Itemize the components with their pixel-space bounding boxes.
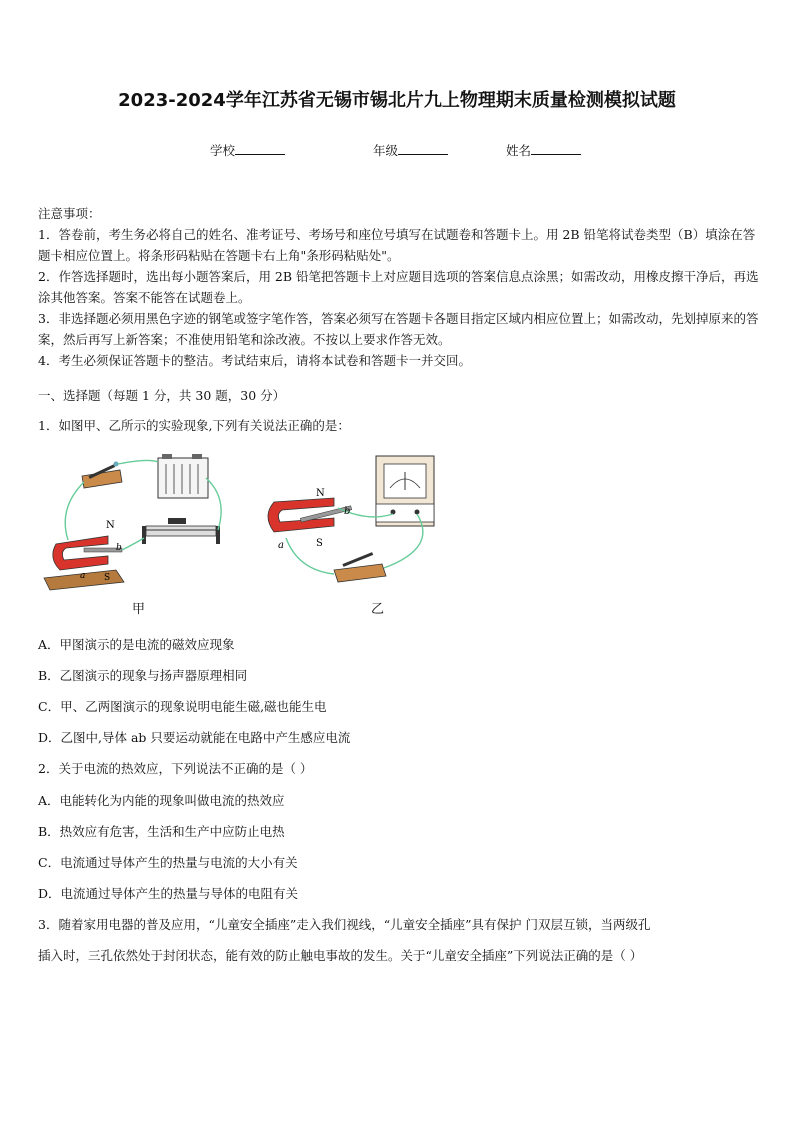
q3-stem-line1: 3．随着家用电器的普及应用，“儿童安全插座”走入我们视线，“儿童安全插座”具有保护 门双层互锁，当两级孔 (38, 917, 651, 932)
label-b-a: b (116, 543, 122, 553)
figure-label-yi: 乙 (371, 602, 385, 617)
name-field[interactable] (506, 141, 581, 159)
q1-option-b[interactable]: B．乙图演示的现象与扬声器原理相同 (38, 668, 248, 683)
switch-b-illustration (334, 552, 386, 582)
section-heading: 一、选择题（每题 1 分，共 30 题，30 分） (38, 388, 286, 403)
grade-label: 年级 (373, 143, 399, 158)
note-item: 2．作答选择题时，选出每小题答案后，用 2B 铅笔把答题卡上对应题目选项的答案信息点涂黑；如需改动，用橡皮擦干净后，再选涂其他答案。答案不能答在试题卷上。 (38, 269, 759, 305)
q1-stem: 1．如图甲、乙所示的实验现象,下列有关说法正确的是： (38, 418, 350, 433)
page-title: 2023-2024学年江苏省无锡市锡北片九上物理期末质量检测模拟试题 (118, 90, 676, 111)
school-field[interactable] (210, 141, 285, 159)
school-blank[interactable] (235, 141, 285, 155)
q1-option-a[interactable]: A．甲图演示的是电流的磁效应现象 (38, 637, 235, 652)
q2-stem: 2．关于电流的热效应，下列说法不正确的是（ ） (38, 761, 313, 776)
label-a-b: a (278, 540, 284, 551)
grade-field[interactable] (373, 141, 448, 159)
q1-option-c[interactable]: C．甲、乙两图演示的现象说明电能生磁,磁也能生电 (38, 699, 327, 714)
note-item: 4．考生必须保证答题卡的整洁。考试结束后，请将本试卷和答题卡一并交回。 (38, 353, 471, 368)
label-b-b: b (344, 506, 351, 517)
battery-illustration (158, 454, 208, 498)
q2-option-b[interactable]: B．热效应有危害，生活和生产中应防止电热 (38, 824, 285, 839)
q3-stem-line2: 插入时，三孔依然处于封闭状态，能有效的防止触电事故的发生。关于“儿童安全插座”下列说法正确的是（ ） (38, 948, 643, 963)
notes-block (38, 203, 760, 371)
school-label: 学校 (210, 143, 236, 158)
q1-option-d[interactable]: D．乙图中,导体 ab 只要运动就能在电路中产生感应电流 (38, 730, 351, 745)
grade-blank[interactable] (398, 141, 448, 155)
student-info-row (0, 141, 794, 161)
name-blank[interactable] (531, 141, 581, 155)
label-a-a: a (80, 571, 86, 581)
q2-option-d[interactable]: D．电流通过导体产生的热量与导体的电阻有关 (38, 886, 299, 901)
magnet-a-illustration (44, 536, 124, 590)
pole-s-a: S (104, 573, 111, 583)
switch-a-illustration (82, 462, 122, 489)
magnet-b-illustration (268, 498, 352, 532)
pole-s-b: S (316, 538, 323, 549)
pole-n-a: N (106, 520, 115, 531)
figure-label-jia: 甲 (132, 602, 146, 617)
rheostat-illustration (142, 518, 220, 544)
q1-figure (38, 448, 458, 618)
notes-heading: 注意事项： (38, 206, 101, 221)
note-item: 3．非选择题必须用黑色字迹的钢笔或签字笔作答，答案必须写在答题卡各题目指定区域内相应位置上；如需改动，先划掉原来的答案，然后再写上新答案；不准使用铅笔和涂改液。不按以上要求作答无效。 (38, 311, 759, 347)
name-label: 姓名 (506, 143, 532, 158)
q2-option-c[interactable]: C．电流通过导体产生的热量与电流的大小有关 (38, 855, 298, 870)
q2-option-a[interactable]: A．电能转化为内能的现象叫做电流的热效应 (38, 793, 285, 808)
pole-n-b: N (316, 488, 325, 499)
note-item: 1．答卷前，考生务必将自己的姓名、准考证号、考场号和座位号填写在试题卷和答题卡上。用 2B 铅笔将试卷类型（B）填涂在答题卡相应位置上。将条形码粘贴在答题卡右上角"条形码粘贴处"。 (38, 227, 756, 263)
